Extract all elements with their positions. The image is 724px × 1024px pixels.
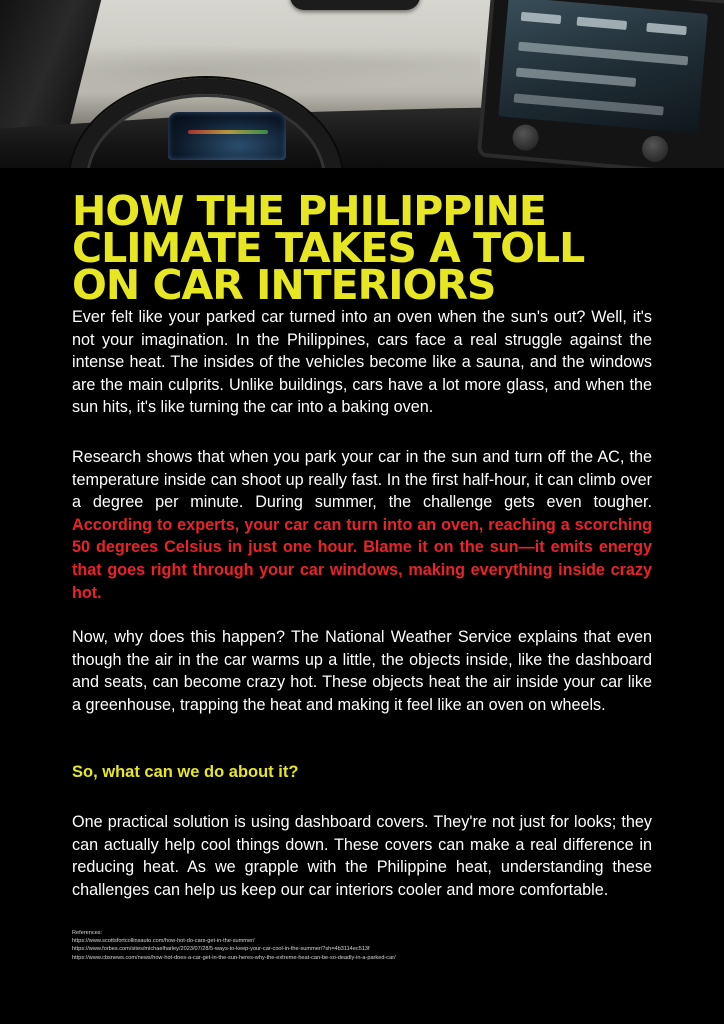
reference-link-3[interactable]: https://www.cbsnews.com/news/how-hot-does-a-car-get-in-the-sun-heres-why-the-extreme-heat-can-be-so-deadly-in-a-parked-car/ xyxy=(72,954,396,961)
car-interior-photo xyxy=(0,0,724,168)
paragraph-intro: Ever felt like your parked car turned into an oven when the sun's out? Well, it's not your imagination. In the Philippines, cars face a real struggle against the intense heat. The insides of the vehicles become like a sauna, and the windows are the main culprits. Unlike buildings, cars have a lot more glass, and when the sun hits, it's like turning the car into a baking oven. xyxy=(72,308,652,417)
infotainment-screen xyxy=(481,0,724,168)
references-label: References: xyxy=(72,930,103,936)
article-title xyxy=(72,187,672,309)
screen-knob-left xyxy=(511,124,539,152)
reference-link-1[interactable]: https://www.scottsfortcollinsauto.com/how-hot-do-cars-get-in-the-summer/ xyxy=(72,938,255,945)
screen-knob-right xyxy=(641,135,669,163)
reference-link-2[interactable]: https://www.forbes.com/sites/michaelharley/2023/07/28/5-ways-to-keep-your-car-cool-in-the-summer/?sh=4b3114ec513f xyxy=(72,946,370,953)
paragraph-research-highlight: According to experts, your car can turn into an oven, reaching a scorching 50 degrees Celsius in just one hour. Blame it on the sun—it emits energy that goes right through your car windows, making everything inside crazy hot. xyxy=(72,515,652,602)
title-line-1: HOW THE PHILIPPINE xyxy=(72,187,546,235)
paragraph-solution: One practical solution is using dashboard covers. They're not just for looks; they can actually help cool things down. These covers can make a real difference in reducing heat. As we grapple with the Philippine heat, understanding these challenges can help us keep our car interiors cooler and more comfortable. xyxy=(72,813,652,899)
rearview-mirror xyxy=(290,0,420,10)
paragraph-explanation: Now, why does this happen? The National Weather Service explains that even though the air in the car warms up a little, the objects inside, like the dashboard and seats, can become crazy hot. These objects heat the air inside your car like a greenhouse, trapping the heat and making it feel like an oven on wheels. xyxy=(72,628,652,714)
paragraph-research xyxy=(72,446,652,604)
section-subheading: So, what can we do about it? xyxy=(72,763,299,781)
references xyxy=(72,929,672,962)
title-line-3: ON CAR INTERIORS xyxy=(72,261,496,309)
paragraph-research-text: Research shows that when you park your car in the sun and turn off the AC, the temperature inside can shoot up really fast. In the first half-hour, it can climb over a degree per minute. During summer, the challenge gets even tougher. xyxy=(72,448,652,512)
screen-display xyxy=(498,0,708,134)
instrument-cluster xyxy=(168,112,286,160)
title-line-2: CLIMATE TAKES A TOLL xyxy=(72,224,585,272)
windshield-view xyxy=(60,40,480,90)
